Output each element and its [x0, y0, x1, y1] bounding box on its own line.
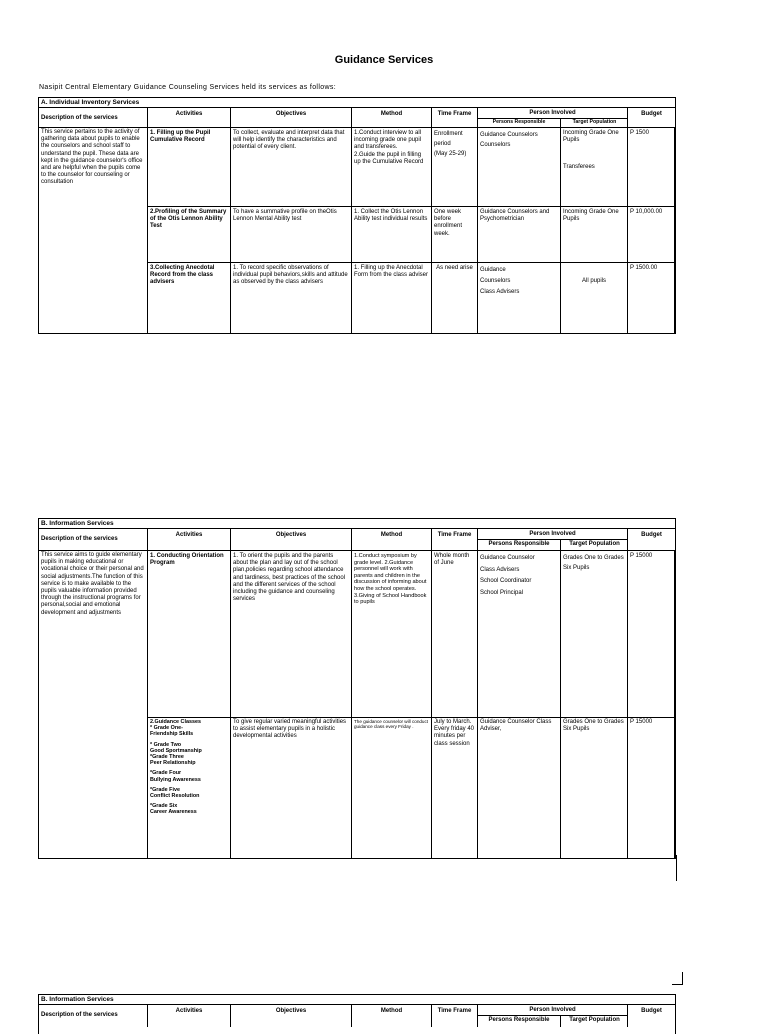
- grade-six-label: *Grade Six: [150, 803, 178, 810]
- header-target-population: Target Population: [569, 1017, 620, 1023]
- budget-2: P 15000: [630, 719, 653, 725]
- target-population-column: [561, 128, 628, 333]
- budget-3: P 1500.00: [630, 265, 658, 271]
- responsible-3-line-2: Counselors: [480, 278, 511, 284]
- budget-1: P 1500: [630, 130, 649, 136]
- section-c-title: B. Information Services: [39, 995, 675, 1005]
- responsible-2: Guidance Counselor Class Adviser,: [480, 719, 552, 733]
- target-1: Grades One to Grades Six Pupils: [563, 555, 624, 571]
- responsible-1-line-4: School Principal: [480, 589, 524, 596]
- grade-three-topic: Peer Relationship: [150, 760, 196, 767]
- time-frame-1-line-3: (May 25-29): [434, 151, 467, 157]
- grade-three-label: *Grade Three: [150, 754, 184, 761]
- header-persons-responsible: Persons Responsible: [478, 539, 561, 550]
- method-column: [352, 551, 432, 858]
- method-2: 1. Collect the Otis Lennon Ability test individual results: [354, 209, 428, 223]
- responsible-1-line-1: Guidance Counselor: [480, 555, 535, 561]
- header-objectives: Objectives: [231, 1005, 352, 1027]
- time-frame-1-line-2: period: [434, 141, 451, 147]
- persons-responsible-column: [478, 551, 561, 858]
- section-a-table: [38, 97, 676, 334]
- method-column: [352, 128, 432, 333]
- header-person-involved-label: Person Involved: [478, 529, 627, 540]
- time-frame-3: As need arise: [436, 265, 473, 271]
- responsible-1-line-2: Class Advisers: [480, 566, 520, 573]
- budget-column: [628, 551, 675, 858]
- grade-two-label: * Grade Two: [150, 741, 182, 748]
- grade-four-topic: Bullying Awareness: [150, 776, 201, 783]
- header-budget: Budget: [641, 1008, 662, 1014]
- section-a-title: A. Individual Inventory Services: [39, 98, 675, 108]
- time-frame-column: [432, 128, 478, 333]
- responsible-3-line-1: Guidance: [480, 267, 506, 273]
- time-frame-1-line-1: Enrollment: [434, 131, 463, 137]
- header-budget: Budget: [641, 532, 662, 538]
- responsible-1-line-2: Counselors: [480, 142, 511, 148]
- responsible-1-line-1: Guidance Counselors: [480, 132, 538, 138]
- header-method: Method: [352, 529, 432, 550]
- header-activities: Activities: [148, 1005, 231, 1027]
- guidance-classes-title: 2.Guidance Classes: [150, 719, 201, 725]
- objectives-column: [231, 128, 352, 333]
- method-3: 1. Filling up the Anecdotal Form from the class adviser: [354, 265, 429, 279]
- grade-one-topic: Friendship Skills: [150, 731, 194, 738]
- header-method: Method: [352, 108, 432, 127]
- grade-five-label: *Grade Five: [150, 786, 180, 793]
- time-frame-1: Whole month of June: [434, 553, 470, 567]
- target-population-column: [561, 551, 628, 858]
- section-a-body: [39, 128, 675, 333]
- header-description: Description of the services: [39, 529, 148, 550]
- header-persons-responsible: Persons Responsible: [478, 118, 561, 127]
- intro-text: Nasipit Central Elementary Guidance Counseling Services held its services as follows:: [39, 84, 337, 91]
- header-target-population: Target Population: [572, 119, 617, 125]
- budget-2: P 10,000.00: [630, 209, 663, 215]
- section-b-title: B. Information Services: [39, 519, 675, 529]
- objective-2: To give regular varied meaningful activities to assist elementary pupils in a holistic developmental activities: [233, 719, 347, 740]
- budget-1: P 15000: [630, 553, 653, 559]
- objective-1: 1. To orient the pupils and the parents about the plan and lay out of the school plan,policies regarding school attendance and tardiness, best practices of the school and the different services of the school including the guidance and counseling services: [233, 553, 346, 603]
- header-time-frame: Time Frame: [432, 108, 478, 127]
- objective-1: To collect, evaluate and interpret data that will help identify the characteristics and potential of every client.: [233, 130, 345, 151]
- guidance-classes-list: [150, 719, 228, 816]
- persons-responsible-column: [478, 128, 561, 333]
- method-1-step-1: 1.Conduct interview to all incoming grade one pupil and transferees.: [354, 130, 422, 151]
- target-1-transferees: Transferees: [563, 164, 595, 170]
- page-corner-mark: [672, 972, 683, 985]
- method-2: The guidance counselor will conduct guidance class every Friday .: [354, 719, 429, 730]
- activity-2: 2.Profiling of the Summary of the Otis Lennon Ability Test: [150, 209, 227, 230]
- header-person-involved: [478, 529, 628, 550]
- objective-2: To have a summative profile on theOtis Lennon Mental Ability test: [233, 209, 337, 223]
- header-time-frame: Time Frame: [432, 529, 478, 550]
- header-time-frame: Time Frame: [432, 1005, 478, 1027]
- time-frame-2: One week before enrollment week.: [434, 209, 463, 237]
- header-description: Description of the services: [39, 108, 148, 127]
- row-divider: [148, 262, 675, 263]
- target-2: Grades One to Grades Six Pupils: [563, 719, 624, 733]
- section-b-body: [39, 551, 675, 858]
- header-method: Method: [352, 1005, 432, 1027]
- header-objectives: Objectives: [231, 108, 352, 127]
- method-1: 1.Conduct symposium by grade level. 2.Guidance personnel will work with parents and children in the discussion of informing about how the school operates. 3.Giving of School Handbook to pupils: [354, 553, 427, 606]
- header-activities: Activities: [148, 108, 231, 127]
- header-description: Description of the services: [39, 1005, 148, 1027]
- time-frame-2: July to March. Every friday 40 minutes per class session: [434, 719, 475, 747]
- responsible-1: [480, 130, 558, 150]
- service-description: This service aims to guide elementary pupils in making educational or vocational choice or their personal and social adjustments.The function of this service is to make available to the pupils valuable information provided through the instructional programs for personal,social and emotional development and adjustments: [39, 551, 148, 858]
- objective-3: 1. To record specific observations of individual pupil behaviors,skills and attitude as observed by the class advisers: [233, 265, 348, 286]
- activity-1: 1. Filling up the Pupil Cumulative Record: [150, 130, 211, 144]
- target-1: Incoming Grade One Pupils: [563, 130, 619, 144]
- activities-column: [148, 128, 231, 333]
- page-edge-mark: [676, 855, 677, 881]
- activities-column: [148, 551, 231, 858]
- page-title: Guidance Services: [334, 54, 434, 66]
- section-b-table: [38, 518, 676, 859]
- target-2: Incoming Grade One Pupils: [563, 209, 619, 223]
- responsible-3-line-3: Class Advisers: [480, 289, 520, 295]
- grade-two-topic: Good Sportmanship: [150, 747, 202, 754]
- activity-3: 3.Collecting Anecdotal Record from the class advisers: [150, 265, 215, 286]
- objectives-column: [231, 551, 352, 858]
- grade-four-label: *Grade Four: [150, 770, 182, 777]
- grade-five-topic: Conflict Resolution: [150, 793, 200, 800]
- responsible-2: Guidance Counselors and Psychometrician: [480, 209, 550, 223]
- responsible-1: [480, 553, 558, 599]
- row-divider: [148, 717, 675, 718]
- time-frame-1: [434, 130, 475, 158]
- target-3: All pupils: [581, 278, 606, 284]
- header-budget: Budget: [641, 111, 662, 117]
- grade-six-topic: Career Awareness: [150, 809, 197, 816]
- header-person-involved-label: Person Involved: [478, 1005, 627, 1016]
- activity-1: 1. Conducting Orientation Program: [150, 553, 224, 567]
- table-header-row: [39, 529, 675, 551]
- header-target-population: Target Population: [569, 541, 620, 547]
- header-activities: Activities: [148, 529, 231, 550]
- section-c-table: [38, 994, 676, 1034]
- header-person-involved: [478, 108, 628, 127]
- budget-column: [628, 128, 675, 333]
- method-1-step-2: 2.Guide the pupil in filling up the Cumulative Record: [354, 151, 424, 165]
- table-header-row: [39, 108, 675, 128]
- service-description: This service pertains to the activity of gathering data about pupils to enable the counselors and school staff to understand the pupil. These data are kept in the guidance counselor's office and are helpful when the pupils come to the counselor for counseling or consultation: [39, 128, 148, 333]
- responsible-1-line-3: School Coordinator: [480, 578, 532, 584]
- responsible-3: [480, 265, 558, 298]
- row-divider: [148, 206, 675, 207]
- time-frame-column: [432, 551, 478, 858]
- grade-one-label: * Grade One-: [150, 725, 183, 732]
- method-1: [354, 130, 429, 166]
- header-person-involved-label: Person Involved: [478, 108, 627, 119]
- header-persons-responsible: Persons Responsible: [478, 1015, 561, 1027]
- header-objectives: Objectives: [231, 529, 352, 550]
